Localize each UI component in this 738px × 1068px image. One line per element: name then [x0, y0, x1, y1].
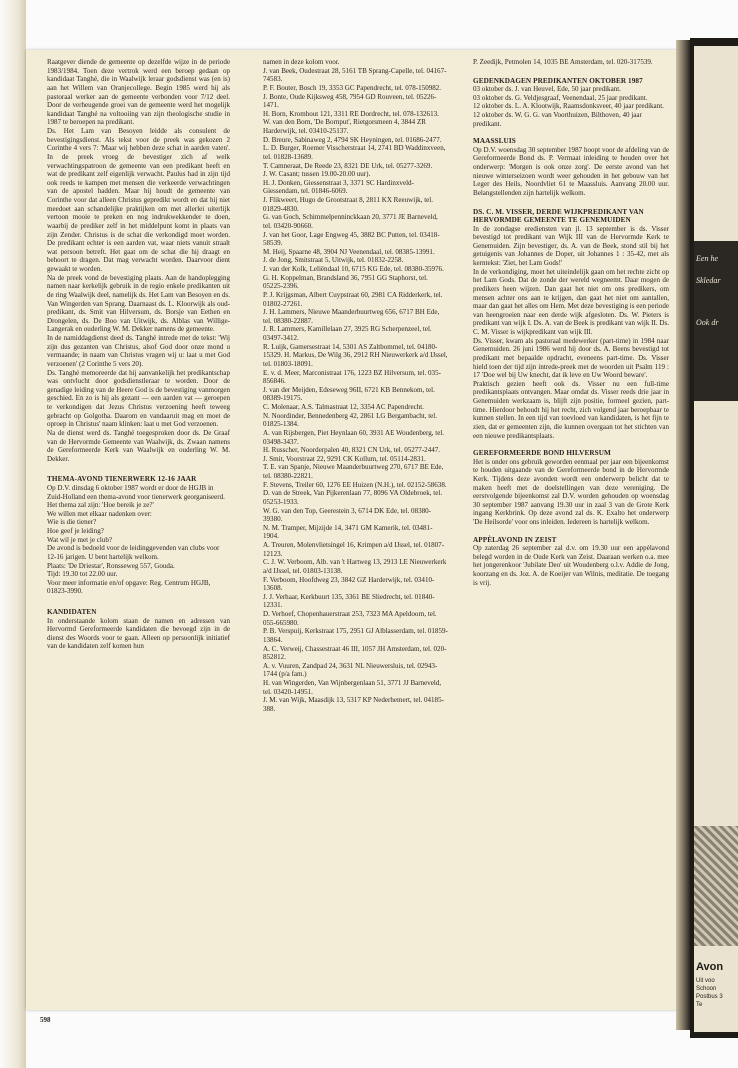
article-paragraph: Na de dienst werd ds. Tanghé toegesproken door ds. De Graaf van de Hervormde Gemeente van Waalwijk, ds. Zwaan namens de Gereformeerde Kerk van Waalwijk en ouderling W. M. Dekker.	[47, 428, 230, 463]
facing-page-small-4: Te	[696, 1002, 703, 1008]
thema-line: Plaats: 'De Driestar', Ronsseweg 557, Gouda.	[47, 561, 175, 570]
candidate-entry: D. van de Streek, Van Pijkerenlaan 77, 8096 VA Oldebroek, tel. 05253-1933.	[263, 489, 443, 506]
facing-page-text-3: Ook dr	[696, 318, 719, 327]
candidate-entry: A. Treuren, Molenvlietsingel 16, Krimpen a/d IJssel, tel. 01807-12123.	[263, 541, 445, 558]
book-gutter	[676, 40, 690, 1030]
binding-shadow	[0, 0, 26, 1068]
candidate-entry: D. Breure, Sabinaweg 2, 4794 SK Heyningen, tel. 01686-2477.	[263, 135, 442, 144]
candidate-entry: J. Flikweert, Hugo de Grootstraat 8, 2811 KX Reeuwijk, tel. 01829-4830.	[263, 196, 434, 213]
candidate-entry: G. van Goch, Schimmelpenninckkaan 20, 3771 JE Barneveld, tel. 03420-90660.	[263, 213, 438, 230]
candidate-entry: J. van het Goor, Lage Engweg 45, 3882 BC Putten, tel. 03418-58539.	[263, 230, 440, 248]
candidate-entry: J. W. Casant; tussen 19.00-20.00 uur).	[263, 170, 371, 179]
candidate-entry: J. Bonte, Oude Kijksweg 458, 7954 GD Rouveen, tel. 05226-1471.	[263, 92, 437, 110]
candidate-entry: J. R. Lammers, Kamillelaan 27, 3925 RG Scherpenzeel, tel. 03497-3412.	[263, 325, 432, 342]
article-paragraph: Ds. Tanghé memoreerde dat hij aanvankelijk het predikantschap was ontvlucht door godsdienstleraar te worden. Door de genadige leiding van de Heere God is de bevestiging vanmorgen geschied. En zo is hij als gezant — een aarden vat — geroepen te verkondigen dat Jezus Christus verzoening heeft teweeg gebracht op Golgotha. Daarom en vandaaruit mag en moet de oproep in Christus' naam klinken: laat u met God verzoenen.	[47, 368, 230, 429]
section-heading-kandidaten: KANDIDATEN	[47, 608, 97, 616]
section-heading-visser: DS. C. M. VISSER, DERDE WIJKPREDIKANT VAN HERVORMDE GEMEENTE TE GENEMUIDEN	[473, 207, 644, 224]
column-1	[47, 58, 230, 651]
candidate-entry: J. van der Kolk, Leliëndaal 10, 6715 KG Ede, tel. 08380-35976.	[263, 265, 444, 273]
section-heading-hilversum: GEREFORMEERDE BOND HILVERSUM	[473, 449, 611, 458]
page-number: 598	[40, 1016, 51, 1024]
candidate-entry: D. Verhoef, Chopenhauerstraat 253, 7323 MA Apeldoorn, tel. 055-665980.	[263, 610, 437, 627]
thema-line: Op D.V. dinsdag 6 oktober 1987 wordt er door de HGJB in Zuid-Holland een thema-avond voor tienerwerk georganiseerd.	[47, 483, 225, 501]
thema-line: We willen met elkaar nadenken over:	[47, 509, 152, 518]
article-paragraph: Na de preek vond de bevestiging plaats. Aan de handoplegging namen naar kerkelijk gebruik in de regio enkele predikanten uit de ring Waalwijk deel, namelijk ds. Het Lam van Besoyen en ds. Van Wingerden van Sprang. Daarnaast ds. L. Kloorwijk als oud-predikant, ds. Smit van Hilversum, ds. Borsje van Eethen en Drongelen, ds. De Boo van Uitwijk, ds. Alblas van Willige-Langerak en ouderling W. M. Dekker namens de gemeente.	[47, 273, 230, 334]
candidate-entry: P. J. Krijgsman, Albert Cuypstraat 60, 2981 CA Ridderkerk, tel. 01802-27261.	[263, 290, 443, 308]
thema-line: Wat wil je met je club?	[47, 535, 112, 544]
candidate-entry: H. J. Donken, Giessenstraat 3, 3371 SC Hardinxveld-Giessendam, tel. 01846-6069.	[263, 178, 414, 196]
candidate-entry: J. M. van Wijk, Maasdijk 13, 5317 KP Nederhemert, tel. 04185-388.	[263, 696, 444, 713]
thema-line: Hoe geef je leiding?	[47, 527, 104, 535]
facing-page-text-2: Skledar	[696, 276, 721, 285]
candidate-entry: R. Luijk, Gamersestraat 14, 5301 AS Zaltbommel, tel. 04180-15329. H. Markus, De Wilg 36, 2912 RH Nieuwerkerk a/d IJssel, tel. 01803-18091.	[263, 342, 448, 368]
thema-line: De avond is bedoeld voor de leidinggevenden van clubs voor 12-16 jarigen. U bent hartelijk welkom.	[47, 544, 220, 561]
candidate-entry: T. E. van Spanje, Nieuwe Maanderbuurtweg 270, 6717 BE Ede, tel. 08380-22821.	[263, 463, 444, 480]
candidate-entry: J. de Jong, Smitstraat 5, Uitwijk, tel. 01832-2258.	[263, 256, 404, 265]
kandidaten-intro: In onderstaande kolom staan de namen en adressen van Hervormd Gereformeerde kandidaten die bevoegd zijn in de dienst des Woords voor te gaan. Alleen op persoonlijk initiatief van de kandidaten zelf komen hun	[47, 616, 230, 651]
article-paragraph: Ds. Het Lam van Besoyen leidde als consulent de bevestigingsdienst. Als tekst voor de preek was gekozen 2 Corinthe 4 vers 7: 'Maar wij hebben deze schat in aarden vaten'. In de preek vroeg de bevestiger zich af welk verwachtingspatroon de gemeente van een predikant heeft en wat de predikant zelf eigenlijk verwacht. Paulus had in zijn tijd ook reeds te kampen met mensen die verkeerde verwachtingen van de apostel hadden. Maar hij houdt de gemeente van Corinthe voor dat alleen Christus gepredikt wordt en dat hij niet meedoet aan schandelijke praktijken om met allerlei uiterlijk vertoon mooie te preken en nog indrukwekkender te doen, waarbij de prediker zelf in het middelpunt komt in plaats van zijn Zender. Christus is de schat die verkondigd moet worden. De predikant echter is een aarden vat, waar niets vanuit straalt wat persoon betreft. Het gaat om de schat die hij draagt en behoort te dragen. Dat mag verwacht worden. Daarvoor dient gewaakt te worden.	[47, 127, 230, 273]
candidate-entry: M. Heij, Spaarne 48, 3904 NJ Veenendaal, tel. 08385-13991.	[263, 247, 435, 256]
column-3	[473, 58, 669, 587]
candidate-entry: L. D. Burger, Roemer Visscherstraat 14, 2741 BD Waddinxveen, tel. 01828-13689.	[263, 144, 446, 161]
article-paragraph: Raatgever diende de gemeente op dezelfde wijze in de periode 1983/1984. Toen deze vertrok werd een beroep gedaan op kandidaat Tanghé, die in Waalwijk leraar godsdienst was (en is) aan het Willem van Oranjecollege. Begin 1985 werd hij als pastoraal werker aan de gemeente verbonden voor 7/12 deel. Door de verheugende groei van de gemeente werd het mogelijk kandidaat Tanghé na voltooiing van zijn theologische studie in 1987 te beroepen na predikant.	[47, 58, 230, 127]
candidate-entry: A. v. Vuuren, Zandpad 24, 3631 NL Nieuwersluis, tel. 02943-1744 (p/a fam.)	[263, 661, 438, 679]
candidate-entry: C. Molenaar, A.S. Talmastraat 12, 3354 AC Papendrecht.	[263, 403, 424, 411]
visser-paragraph: In de zondagse erediensten van jl. 13 september is ds. Visser bevestigd tot predikant van Wijk III van de Hervormde Kerk te Genemuiden. Zijn bevestiger, ds. A. van de Beek, stond stil bij het getuigenis van Johannes de Doper, uit Johannes 1 : 35-42, met als kerntekst: 'Ziet, het Lam Gods!'	[473, 224, 669, 267]
candidate-entry: J. J. Verhaar, Kerkbuurt 135, 3361 BE Sliedrecht, tel. 01840-12331.	[263, 592, 435, 610]
candidate-entry: P. F. Bouter, Bosch 19, 3353 GC Papendrecht, tel. 078-150982.	[263, 83, 442, 92]
candidate-entry: C. J. W. Verboom, Alb. van 't Hartweg 13, 2913 LE Nieuwerkerk a/d IJssel, tel. 01803-13138.	[263, 558, 447, 575]
candidate-entry: H. van Wingerden, Van Wijnbergenlaan 51, 3771 JJ Barneveld, tel. 03420-14951.	[263, 679, 442, 696]
candidate-entry: P. B. Verspuij, Kerkstraat 175, 2951 GJ Alblasserdam, tel. 01859-13864.	[263, 627, 448, 644]
candidate-entry: J. van Beek, Oudestraat 28, 5161 TB Sprang-Capelle, tel. 04167-74583.	[263, 66, 447, 84]
hilversum-text: Het is onder ons gebruik geworden eenmaal per jaar een bijeenkomst te houden uitgaande van de Gereformeerde bond in de Hervormde Kerk. Tijdens deze avonden wordt een onderwerp belicht dat te maken heeft met de doelstellingen van deze vereniging. De eerstvolgende bijeenkomst zal D.V. worden gehouden op woensdag 30 september 1987 aanvang 19.30 uur in zaal 3 van de Grote Kerk ingang Kerkbrink. Op deze avond zal ds. K. Exalto het onderwerp 'De Heilsorde' voor ons inleiden. Iedereen is hartelijk welkom.	[473, 457, 669, 526]
facing-page-strip	[694, 46, 738, 1032]
maassluis-text: Op D.V. woensdag 30 september 1987 hoopt voor de afdeling van de Gereformeerde Bond ds. P. Vermaat inleiding te houden over het onderwerp: 'Morgen is ook onze zorg'. De eerste avond van het nieuwe winterseizoen wordt weer gehouden in het gebouw van het Leger des Heils, Noordvliet 61 te Maassluis. Aanvang 20.00 uur. Belangstellenden zijn hartelijk welkom.	[473, 145, 669, 197]
candidate-entry: N. M. Tramper, Mijzijde 14, 3471 GM Kamerik, tel. 03481-1904.	[263, 523, 433, 541]
thema-line: Tijd: 19.30 tot 22.00 uur.	[47, 570, 118, 579]
candidate-entry: E. v. d. Meer, Marconistraat 176, 1223 BZ Hilversum, tel. 035-856846.	[263, 368, 441, 386]
candidate-entry: F. Stevens, Treiler 60, 1276 EE Huizen (N.H.), tel. 02152-58638.	[263, 480, 447, 489]
candidate-entry: W. G. van den Top, Geerestein 3, 6714 DK Ede, tel. 08380-39380.	[263, 506, 432, 524]
candidate-entry: H. Russcher, Noorderpalen 40, 8321 CN Urk, tel. 05277-2447.	[263, 446, 441, 455]
gedenkdag-line: 03 oktober ds. G. Veldjesgraaf, Veenendaal, 25 jaar predikant.	[473, 93, 648, 102]
facing-page-heading: Avon	[696, 961, 724, 973]
thema-line: Voor meer informatie en/of opgave: Reg. Centrum HGJB, 01823-3990.	[47, 578, 211, 596]
candidate-entry: G. H. Koppelman, Brandsland 36, 7951 GG Staphorst, tel. 05225-2396.	[263, 273, 428, 291]
candidate-entry: J. Smit, Voorstraat 22, 9291 CK Kollum, tel. 05114-2831.	[263, 454, 426, 463]
candidate-entry: F. Verboom, Hoofdweg 23, 3842 GZ Harderwijk, tel. 03410-13608.	[263, 575, 435, 593]
candidate-entry: J. H. Lammers, Nieuwe Maanderbuurtweg 656, 6717 BH Ede, tel. 08380-22887.	[263, 308, 440, 325]
section-heading-thema: THEMA-AVOND TIENERWERK 12-16 JAAR	[47, 475, 197, 484]
facing-page-small-3: Postbus 3	[696, 994, 723, 1000]
gedenkdag-line: 12 oktober ds. L. A. Klootwijk, Raamsdonksveer, 40 jaar predikant.	[473, 102, 664, 111]
column-2	[263, 58, 448, 714]
candidate-entry: N. Noordinder, Bennedenberg 42, 2861 LG Bergambacht, tel. 01825-1384.	[263, 411, 438, 429]
candidate-entry: T. Camneraat, De Reede 23, 8321 DE Urk, tel. 05277-3269.	[263, 161, 433, 170]
zeist-text: Op zaterdag 26 september zal d.v. om 19.30 uur een appèlavond belegd worden in de Oude Kerk van Zeist. Daaraan werken o.a. mee het jongerenkoor 'Jubilate Deo' uit Woudenberg o.l.v. Addie de Jong, koorzang en ds. Joz. A. de Koeijer van Wilnis, meditatie. De toegang is vrij.	[473, 544, 669, 587]
facing-page-text-1: Een he	[696, 254, 718, 263]
section-heading-zeist: APPÈLAVOND IN ZEIST	[473, 535, 557, 544]
candidate-entry: namen in deze kolom voor.	[263, 58, 340, 66]
candidate-entry: W. van den Born, 'De Bornput', Rietgorsmeen 4, 3844 ZR Harderwijk, tel. 03410-25137.	[263, 118, 426, 135]
facing-page-photo	[694, 826, 738, 946]
thema-line: Het thema zal zijn: 'Hoe bereik je ze?'	[47, 501, 154, 510]
facing-page-small-1: Uit voo	[696, 978, 715, 984]
section-heading-maassluis: MAASSLUIS	[473, 137, 516, 146]
gedenkdag-line: 12 oktober ds. W. G. G. van Voorthuizen, Bilthoven, 40 jaar predikant.	[473, 111, 642, 128]
candidate-entry: H. Born, Kromhout 121, 3311 RE Dordrecht, tel. 078-132613.	[263, 109, 439, 118]
facing-page-small-2: Schoon	[696, 986, 717, 992]
visser-paragraph: Praktisch gezien heeft ook ds. Visser nu een full-time predikantsplaats ontvangen. Maar omdat ds. Visser reeds drie jaar in Genemuiden werkzaam is, blijft zijn positie, formeel gezien, part-time. Hierdoor behoudt hij het recht, zich volgend jaar beroepbaar te kunnen stellen. In een tijd van toevloed van kandidaten, is het fijn te zien, dat er gemeenten zijn, die kunnen overgaan tot het stichten van een nieuwe predikantsplaats.	[473, 379, 669, 440]
candidate-entry: A. C. Verweij, Chassestraat 46 III, 1057 JH Amsterdam, tel. 020-852812.	[263, 644, 447, 662]
thema-line: Wie is die tiener?	[47, 518, 97, 527]
visser-paragraph: In de verkondiging, moet het uiteindelijk gaan om het rechte zicht op het Lam Gods. Dat de zonde der wereld wegneemt. Daar mogen de predikers heen wijzen. Dan gaat het niet om ons predikers, om mensen achter ons aan te krijgen, dan gaat het niet om aantallen, maar dan gaat het alles om Hem. Met deze bevestiging is een periode van heengroeien naar een derde wijk afgesloten. Ds. W. Pieters is predikant van wijk I. Ds. A. van de Beek is predikant van wijk II. Ds. C. M. Visser is wijkpredikant van wijk III.	[473, 267, 669, 336]
section-heading-gedenkdagen: GEDENKDAGEN PREDIKANTEN OKTOBER 1987	[473, 76, 643, 85]
visser-paragraph: Ds. Visser, kwam als pastoraal medewerker (part-time) in 1984 naar Genemuiden. 26 juni 1986 werd hij door ds. A. Beens bevestigd tot predikant met bepaalde opdracht, eveneens part-time. Ds. Visser hield toen der tijd zijn intrede-preek met de woorden uit Psalm 119 : 17 'Doe wel bij Uw knecht, dat ik leve en Uw Woord beware'.	[473, 336, 669, 380]
candidate-entry: J. van der Meijden, Edeseweg 96II, 6721 KB Bennekom, tel. 08389-19175.	[263, 385, 435, 403]
article-paragraph: In de namiddagdienst deed ds. Tanghé intrede met de tekst: 'Wij zijn dus gezanten van Christus, alsof God door onze mond u vermaande; in naam van Christus vragen wij u: laat u met God verzoenen' (2 Corinthe 5 vers 20).	[47, 334, 230, 368]
gedenkdag-line: 03 oktober ds. J. van Heuvel, Ede, 50 jaar predikant.	[473, 85, 621, 94]
candidate-entry: P. Zeedijk, Petmolen 14, 1035 BE Amsterdam, tel. 020-317539.	[473, 58, 653, 66]
candidate-entry: A. van Rijsbergen, Piet Heynlaan 60, 3931 AE Woudenberg, tel. 03498-3437.	[263, 428, 445, 446]
